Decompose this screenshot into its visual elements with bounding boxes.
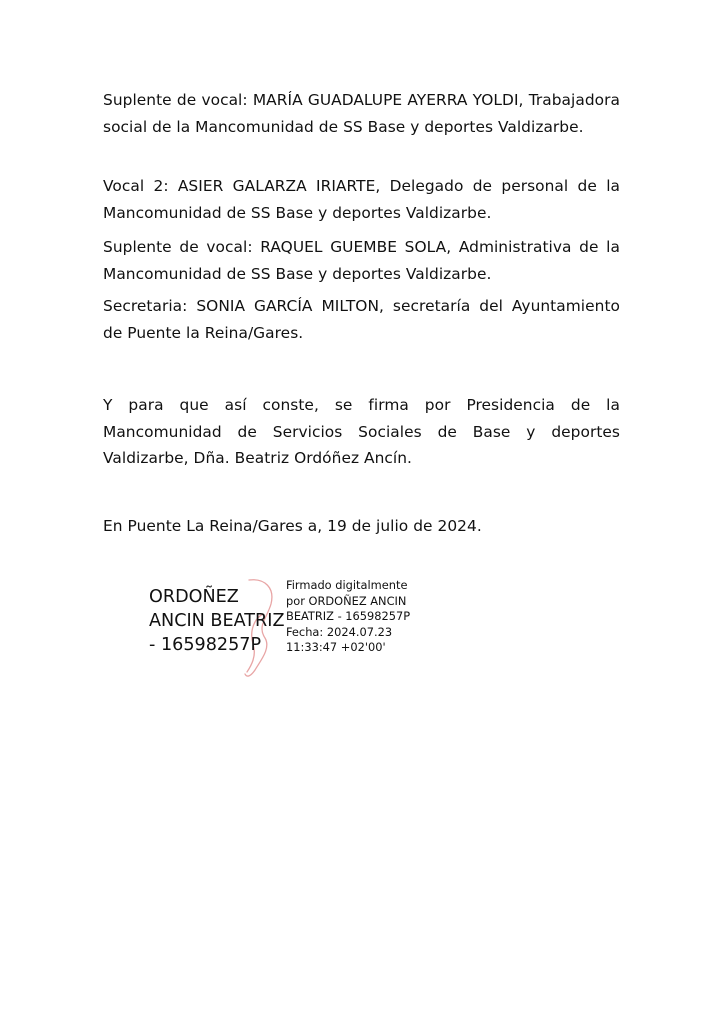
- signature-detail-line: Firmado digitalmente: [286, 578, 408, 592]
- signer-name-line: - 16598257P: [149, 635, 262, 655]
- paragraph-suplente-vocal-ayerra: Suplente de vocal: MARÍA GUADALUPE AYERRA YOLDI, Trabajadora social de la Mancomunidad de SS Base y deportes Valdizarbe.: [103, 91, 620, 136]
- signature-detail-line: por ORDOÑEZ ANCIN: [286, 593, 407, 608]
- digital-signature-block[interactable]: [140, 570, 440, 680]
- signature-details: [286, 578, 436, 656]
- signature-detail-line: BEATRIZ - 16598257P: [286, 609, 411, 623]
- signature-detail-line: 11:33:47 +02'00': [286, 640, 386, 654]
- paragraph-lugar-fecha: En Puente La Reina/Gares a, 19 de julio de 2024.: [103, 517, 482, 535]
- signer-name-line: ORDOÑEZ: [149, 587, 239, 607]
- paragraph-secretaria-garcia: Secretaria: SONIA GARCÍA MILTON, secretaría del Ayuntamiento de Puente la Reina/Gares.: [103, 297, 620, 342]
- signature-detail-line: Fecha: 2024.07.23: [286, 624, 393, 639]
- paragraph-conste-firma: Y para que así conste, se firma por Presidencia de la Mancomunidad de Servicios Sociales de Base y deportes Valdizarbe, Dña. Beatriz Ordóñez Ancín.: [103, 396, 620, 467]
- paragraph-vocal-2-galarza: Vocal 2: ASIER GALARZA IRIARTE, Delegado de personal de la Mancomunidad de SS Base y deportes Valdizarbe.: [103, 177, 620, 222]
- signer-name-line: ANCIN BEATRIZ: [149, 611, 285, 631]
- paragraph-suplente-vocal-guembe: Suplente de vocal: RAQUEL GUEMBE SOLA, Administrativa de la Mancomunidad de SS Base y deportes Valdizarbe.: [103, 238, 620, 283]
- signer-name: [149, 585, 309, 657]
